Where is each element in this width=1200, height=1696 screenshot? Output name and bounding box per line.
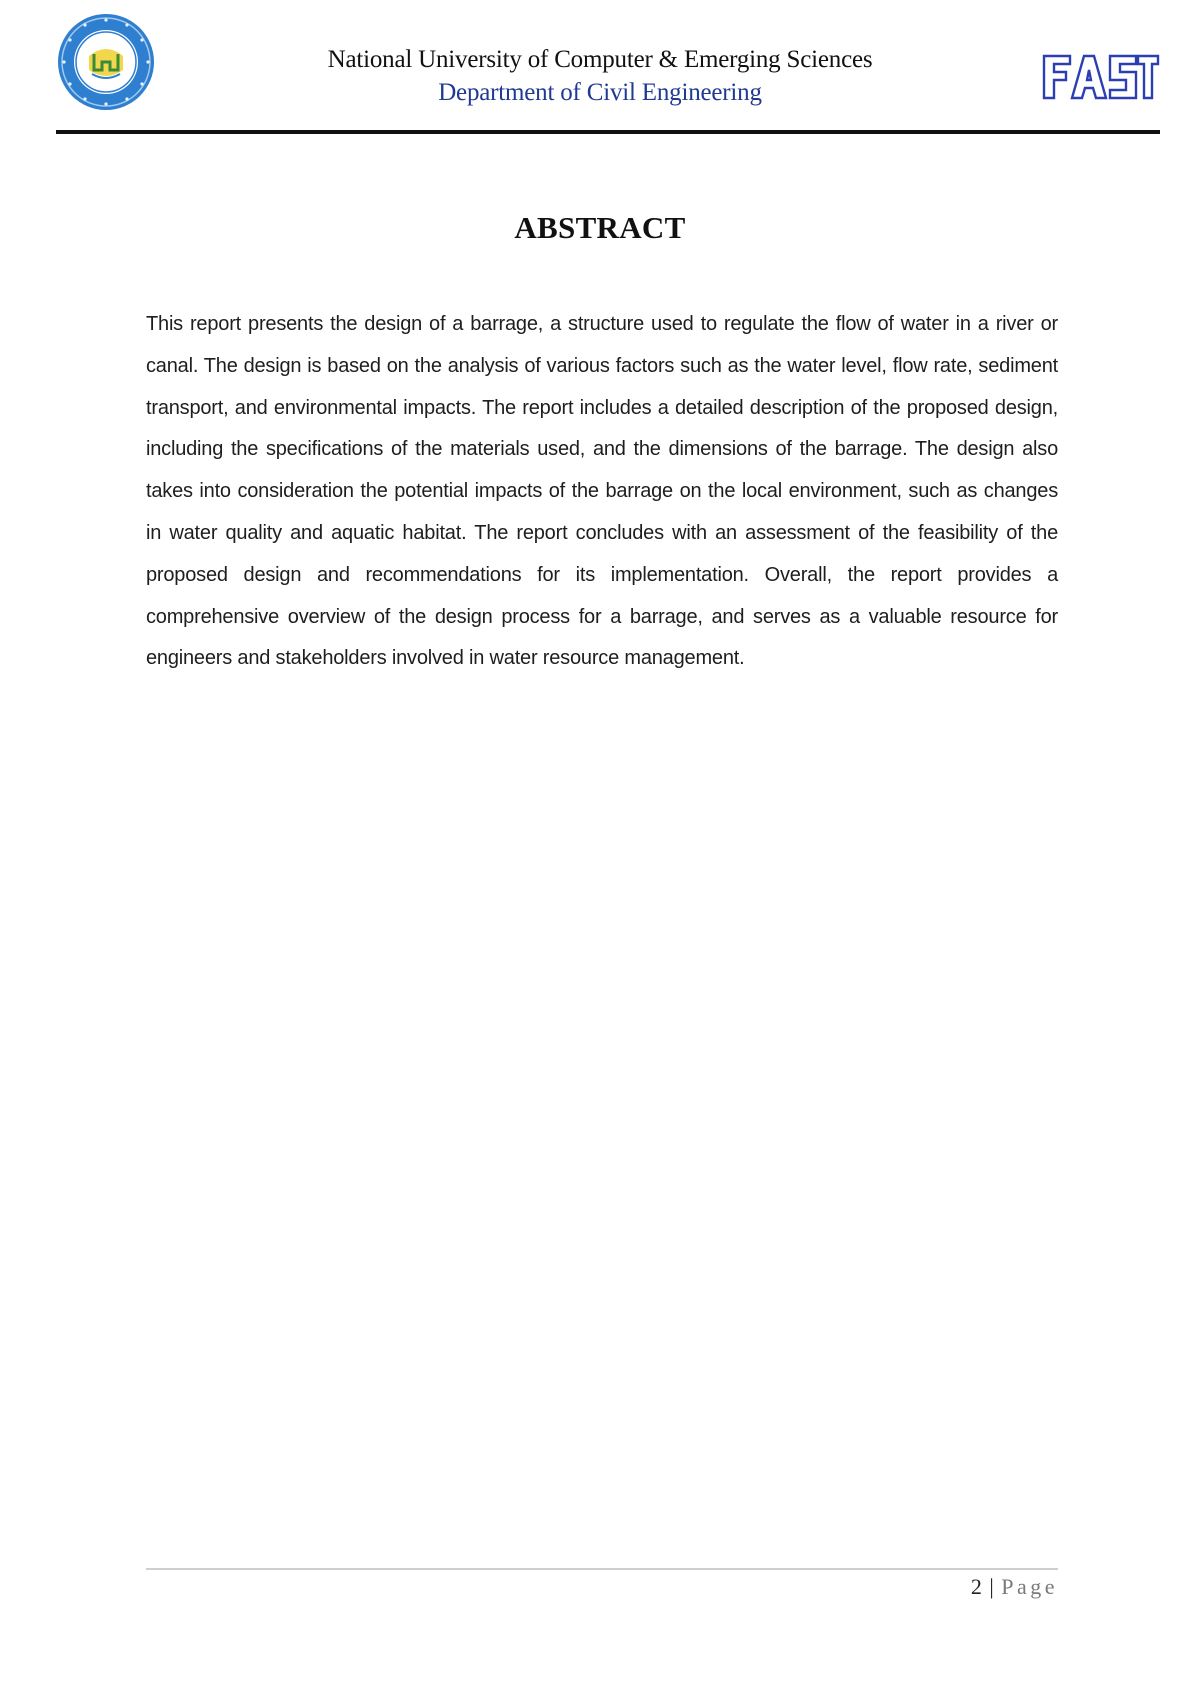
page-footer	[858, 1574, 1058, 1600]
header-titles	[200, 44, 1000, 110]
page-header	[0, 0, 1200, 140]
university-name: National University of Computer & Emerging Sciences	[327, 46, 873, 73]
page-number: 2	[970, 1574, 982, 1599]
page-label: Page	[1001, 1574, 1058, 1599]
fast-logo	[1040, 50, 1160, 104]
abstract-heading: ABSTRACT	[514, 210, 686, 245]
footer-divider	[146, 1568, 1058, 1570]
page-separator: |	[989, 1574, 994, 1599]
header-divider	[56, 130, 1160, 134]
abstract-paragraph: This report presents the design of a barrage, a structure used to regulate the flow of water in a river or canal. The design is based on the analysis of various factors such as the water level, flow rate, sediment transport, and environmental impacts. The report includes a detailed description of the proposed design, including the specifications of the materials used, and the dimensions of the barrage. The design also takes into consideration the potential impacts of the barrage on the local environment, such as changes in water quality and aquatic habitat. The report concludes with an assessment of the feasibility of the proposed design and recommendations for its implementation. Overall, the report provides a comprehensive overview of the design process for a barrage, and serves as a valuable resource for engineers and stakeholders involved in water resource management.	[146, 313, 1058, 670]
department-name: Department of Civil Engineering	[438, 79, 762, 106]
university-seal-logo	[56, 12, 156, 112]
